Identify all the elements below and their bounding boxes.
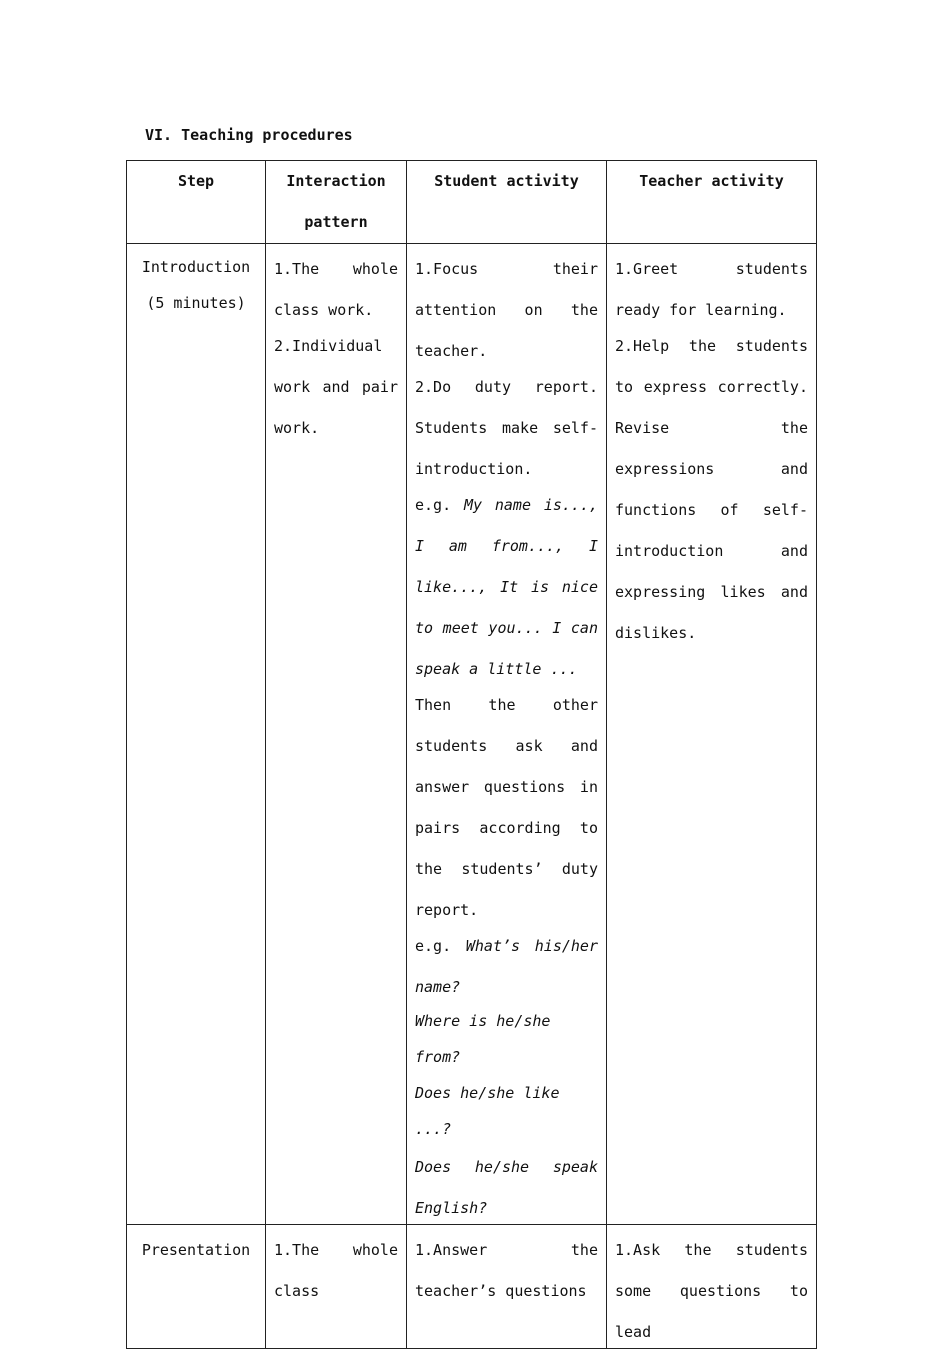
header-teacher-activity: Teacher activity: [607, 161, 817, 244]
student-example: [415, 485, 598, 690]
student-example-questions: [415, 926, 598, 1008]
example-question: Does he/she speak English?: [415, 1158, 598, 1217]
example-question: What’s his/her name?: [415, 937, 598, 996]
interaction-cell: [266, 244, 407, 1225]
student-duty: 2.Do duty report. Students make self-introduction.: [415, 378, 598, 478]
section-title: VI. Teaching procedures: [145, 126, 353, 144]
teacher-activity-cell: [607, 244, 817, 1225]
header-step: Step: [127, 161, 266, 244]
example-question-line: [415, 1003, 598, 1075]
student-focus: 1.Focus their attention on the teacher.: [415, 260, 598, 360]
step-duration: (5 minutes): [146, 294, 246, 312]
example-prefix: e.g.: [415, 496, 452, 514]
example-question-line: [415, 1075, 598, 1147]
teacher-greet: 1.Greet students ready for learning.: [615, 260, 808, 319]
interaction-item: 2.Individual work and pair work.: [274, 337, 398, 437]
table-row: [127, 244, 817, 1225]
interaction-item: 1.The whole class work.: [274, 260, 398, 319]
example-question: Where is he/she from?: [415, 1012, 551, 1066]
student-then: Then the other students ask and answer questions in pairs according to the students’ duty report.: [415, 696, 598, 919]
table-header-row: [127, 161, 817, 244]
header-interaction-pattern: [266, 161, 407, 244]
header-interaction-pattern-text: Interaction pattern: [286, 172, 386, 231]
step-name: Introduction: [141, 258, 251, 276]
example-prefix: e.g.: [415, 937, 452, 955]
example-question-line: [415, 1147, 598, 1229]
teacher-ask: 1.Ask the students some questions to lead: [615, 1241, 808, 1341]
teacher-help: 2.Help the students to express correctly. Revise the expressions and functions of self-introduction and expressing likes and dislikes.: [615, 337, 808, 642]
interaction-item: 1.The whole class: [274, 1241, 398, 1300]
header-student-activity: Student activity: [407, 161, 607, 244]
step-name: Presentation: [127, 1225, 266, 1349]
teaching-procedures-table: [126, 160, 817, 1349]
teacher-activity-cell: [607, 1225, 817, 1349]
example-question: Does he/she like ...?: [415, 1084, 560, 1138]
interaction-cell: [266, 1225, 407, 1349]
example-text: My name is..., I am from..., I like..., It is nice to meet you... I can speak a little ...: [415, 496, 599, 678]
table-row: [127, 1225, 817, 1349]
student-answer: 1.Answer the teacher’s questions: [415, 1241, 598, 1300]
student-activity-cell: [407, 1225, 607, 1349]
step-cell: [127, 244, 266, 1225]
student-activity-cell: [407, 244, 607, 1225]
